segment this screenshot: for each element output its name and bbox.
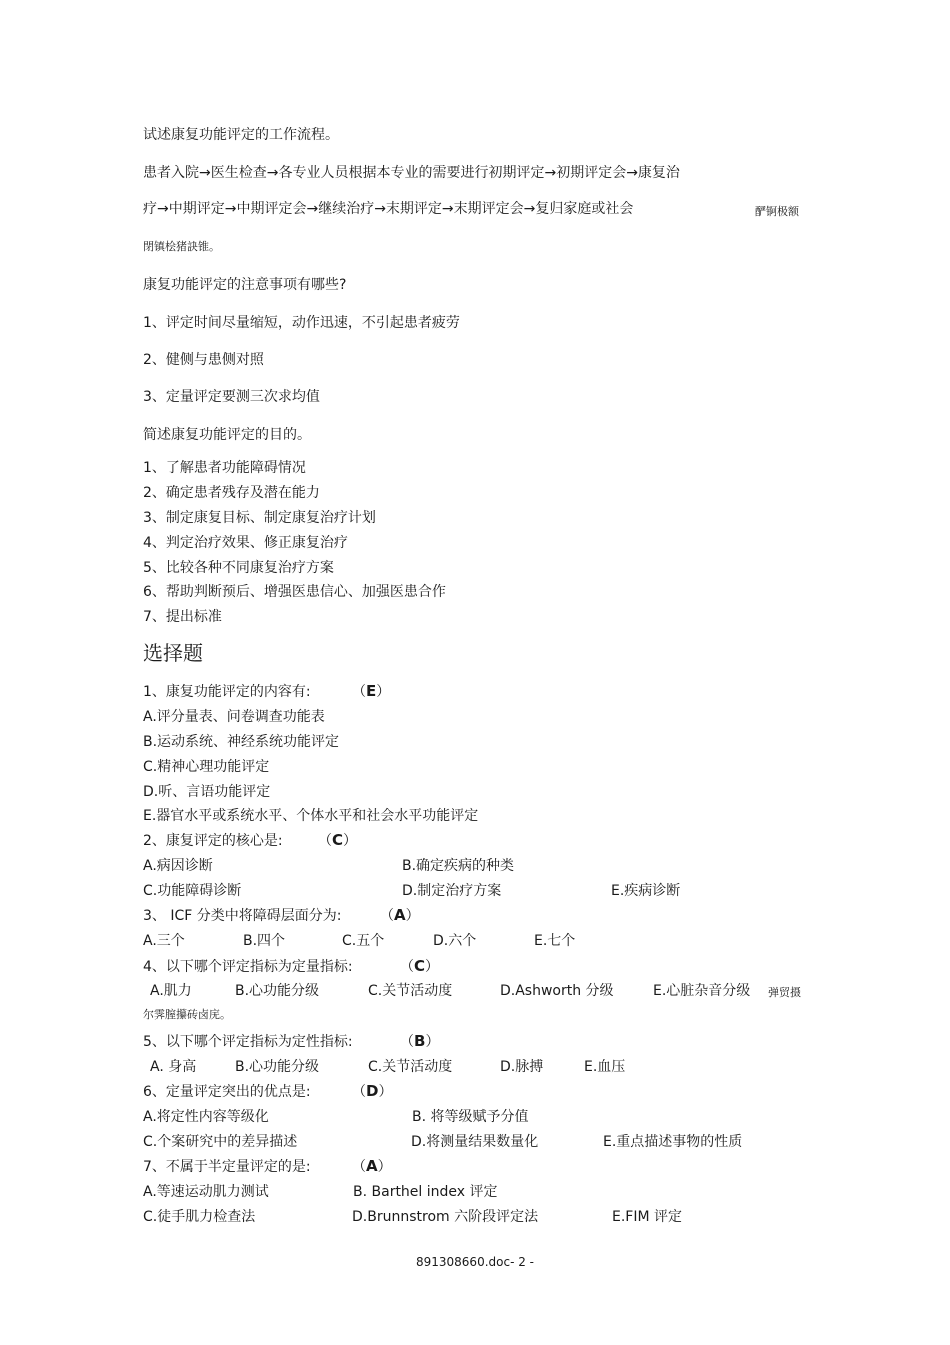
option: B.四个 xyxy=(243,933,286,949)
option: E.疾病诊断 xyxy=(611,883,681,899)
option: E.重点描述事物的性质 xyxy=(603,1134,743,1150)
list-item: 5、比较各种不同康复治疗方案 xyxy=(143,560,334,576)
option: C.徒手肌力检查法 xyxy=(143,1209,256,1225)
option: C.五个 xyxy=(342,933,385,949)
option: A.三个 xyxy=(143,933,185,949)
essay-q1-answer-line1: 患者入院→医生检查→各专业人员根据本专业的需要进行初期评定→初期评定会→康复治 xyxy=(143,165,680,181)
question-4: 4、以下哪个评定指标为定量指标: xyxy=(143,959,353,975)
list-item: 3、制定康复目标、制定康复治疗计划 xyxy=(143,510,376,526)
option: B. Barthel index 评定 xyxy=(353,1184,498,1200)
question-6: 6、定量评定突出的优点是: xyxy=(143,1084,311,1100)
question-1: 1、康复功能评定的内容有: xyxy=(143,684,311,700)
garbled-text: 閉镇桧猪訣锥。 xyxy=(143,240,220,253)
option: A.病因诊断 xyxy=(143,858,213,874)
option: B.心功能分级 xyxy=(235,983,320,999)
garbled-text: 酽锕极额 xyxy=(755,205,799,218)
essay-q3-title: 简述康复功能评定的目的。 xyxy=(143,427,311,443)
option: D.Brunnstrom 六阶段评定法 xyxy=(352,1209,539,1225)
answer-2: （C） xyxy=(318,831,358,849)
list-item: 2、确定患者残存及潜在能力 xyxy=(143,485,320,501)
option: C.关节活动度 xyxy=(368,1059,453,1075)
page-footer: 891308660.doc- 2 - xyxy=(415,1255,534,1269)
option: D.Ashworth 分级 xyxy=(500,983,614,999)
option: C.精神心理功能评定 xyxy=(143,759,270,775)
option: B. 将等级赋予分值 xyxy=(412,1109,529,1125)
option: E.七个 xyxy=(534,933,576,949)
option: B.运动系统、神经系统功能评定 xyxy=(143,734,340,750)
list-item: 2、健侧与患侧对照 xyxy=(143,352,264,368)
option: E.血压 xyxy=(584,1059,626,1075)
list-item: 3、定量评定要测三次求均值 xyxy=(143,389,320,405)
answer-5: （B） xyxy=(400,1032,440,1050)
option: A.等速运动肌力测试 xyxy=(143,1184,269,1200)
option: D.将测量结果数量化 xyxy=(411,1134,539,1150)
option: A.将定性内容等级化 xyxy=(143,1109,269,1125)
option: A.肌力 xyxy=(150,983,192,999)
option: E.FIM 评定 xyxy=(612,1209,683,1225)
list-item: 1、了解患者功能障碍情况 xyxy=(143,460,306,476)
garbled-text: 弹贸摄 xyxy=(768,986,801,999)
answer-7: （A） xyxy=(352,1157,392,1175)
list-item: 6、帮助判断预后、增强医患信心、加强医患合作 xyxy=(143,584,446,600)
option: E.器官水平或系统水平、个体水平和社会水平功能评定 xyxy=(143,808,479,824)
question-7: 7、不属于半定量评定的是: xyxy=(143,1159,311,1175)
answer-4: （C） xyxy=(400,957,440,975)
list-item: 7、提出标准 xyxy=(143,609,222,625)
option: D.听、言语功能评定 xyxy=(143,784,271,800)
essay-q2-title: 康复功能评定的注意事项有哪些? xyxy=(143,277,347,293)
answer-3: （A） xyxy=(380,906,420,924)
option: A. 身高 xyxy=(150,1059,197,1075)
option: C.关节活动度 xyxy=(368,983,453,999)
option: D.脉搏 xyxy=(500,1059,544,1075)
garbled-text: 尔霁膣攥砖卤庑。 xyxy=(143,1008,231,1021)
essay-q1-answer-line2: 疗→中期评定→中期评定会→继续治疗→末期评定→末期评定会→复归家庭或社会 xyxy=(143,201,634,217)
option: B.心功能分级 xyxy=(235,1059,320,1075)
list-item: 4、判定治疗效果、修正康复治疗 xyxy=(143,535,348,551)
option: C.个案研究中的差异描述 xyxy=(143,1134,298,1150)
option: E.心脏杂音分级 xyxy=(653,983,751,999)
section-title: 选择题 xyxy=(143,641,203,665)
answer-6: （D） xyxy=(352,1082,393,1100)
question-5: 5、以下哪个评定指标为定性指标: xyxy=(143,1034,353,1050)
question-3: 3、 ICF 分类中将障碍层面分为: xyxy=(143,908,342,924)
essay-q1-title: 试述康复功能评定的工作流程。 xyxy=(143,127,339,143)
list-item: 1、评定时间尽量缩短，动作迅速，不引起患者疲劳 xyxy=(143,315,460,331)
option: C.功能障碍诊断 xyxy=(143,883,242,899)
option: D.制定治疗方案 xyxy=(402,883,502,899)
option: D.六个 xyxy=(433,933,477,949)
option: B.确定疾病的种类 xyxy=(402,858,515,874)
option: A.评分量表、问卷调查功能表 xyxy=(143,709,325,725)
question-2: 2、康复评定的核心是: xyxy=(143,833,283,849)
answer-1: （E） xyxy=(352,682,391,700)
